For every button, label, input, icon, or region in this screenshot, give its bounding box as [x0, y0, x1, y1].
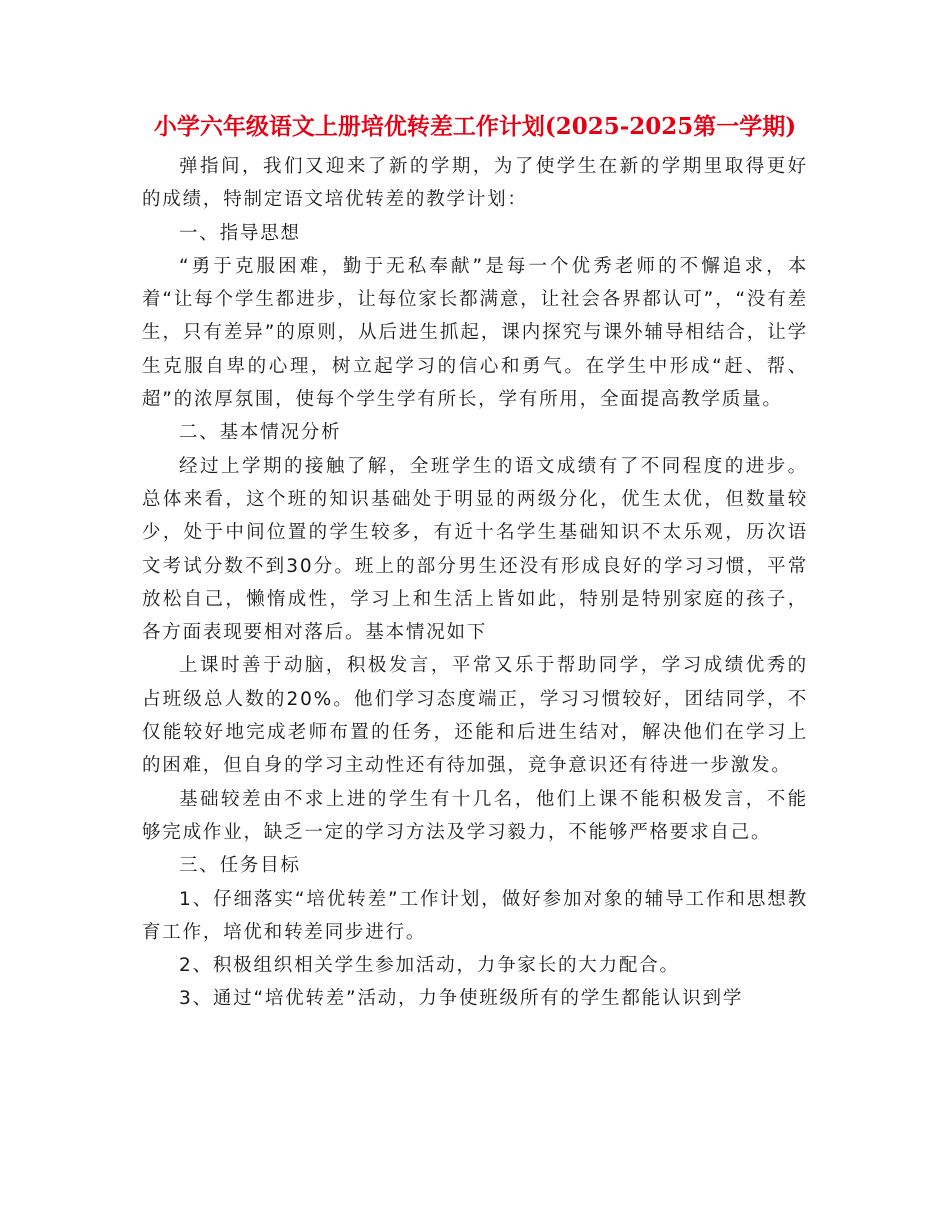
document-body — [142, 150, 808, 1016]
goal-item-2: 2、积极组织相关学生参加活动，力争家长的大力配合。 — [179, 955, 680, 977]
goal-item-3: 3、通过“培优转差”活动，力争使班级所有的学生都能认识到学 — [179, 988, 744, 1010]
goal-item-1: 1、仔细落实“培优转差”工作计划，做好参加对象的辅导工作和思想教育工作，培优和转差同步进行。 — [142, 888, 808, 943]
section-heading-guiding-ideology: 一、指导思想 — [179, 222, 301, 244]
weak-students-paragraph: 基础较差由不求上进的学生有十几名，他们上课不能积极发言，不能够完成作业，缺乏一定的学习方法及学习毅力，不能够严格要求自己。 — [142, 788, 808, 843]
basic-analysis-paragraph: 经过上学期的接触了解，全班学生的语文成绩有了不同程度的进步。总体来看，这个班的知识基础处于明显的两级分化，优生太优，但数量较少，处于中间位置的学生较多，有近十名学生基础知识不太乐观，历次语文考试分数不到30分。班上的部分男生还没有形成良好的学习习惯，平常放松自己，懒惰成性，学习上和生活上皆如此，特别是特别家庭的孩子，各方面表现要相对落后。基本情况如下 — [142, 455, 808, 644]
guiding-ideology-paragraph: “勇于克服困难，勤于无私奉献”是每一个优秀老师的不懈追求，本着“让每个学生都进步，让每位家长都满意，让社会各界都认可”，“没有差生，只有差异”的原则，从后进生抓起，课内探究与课外辅导相结合，让学生克服自卑的心理，树立起学习的信心和勇气。在学生中形成“赶、帮、超”的浓厚氛围，使每个学生学有所长，学有所用，全面提高教学质量。 — [142, 255, 808, 411]
section-heading-goals: 三、任务目标 — [179, 855, 301, 877]
top-students-paragraph: 上课时善于动脑，积极发言，平常又乐于帮助同学，学习成绩优秀的占班级总人数的20%。他们学习态度端正，学习习惯较好，团结同学，不仅能较好地完成老师布置的任务，还能和后进生结对，解决他们在学习上的困难，但自身的学习主动性还有待加强，竞争意识还有待进一步激发。 — [142, 655, 808, 777]
document-title: 小学六年级语文上册培优转差工作计划(2025-2025第一学期) — [153, 113, 797, 140]
section-heading-basic-analysis: 二、基本情况分析 — [179, 422, 342, 444]
intro-paragraph: 弹指间，我们又迎来了新的学期，为了使学生在新的学期里取得更好的成绩，特制定语文培优转差的教学计划： — [142, 156, 808, 211]
